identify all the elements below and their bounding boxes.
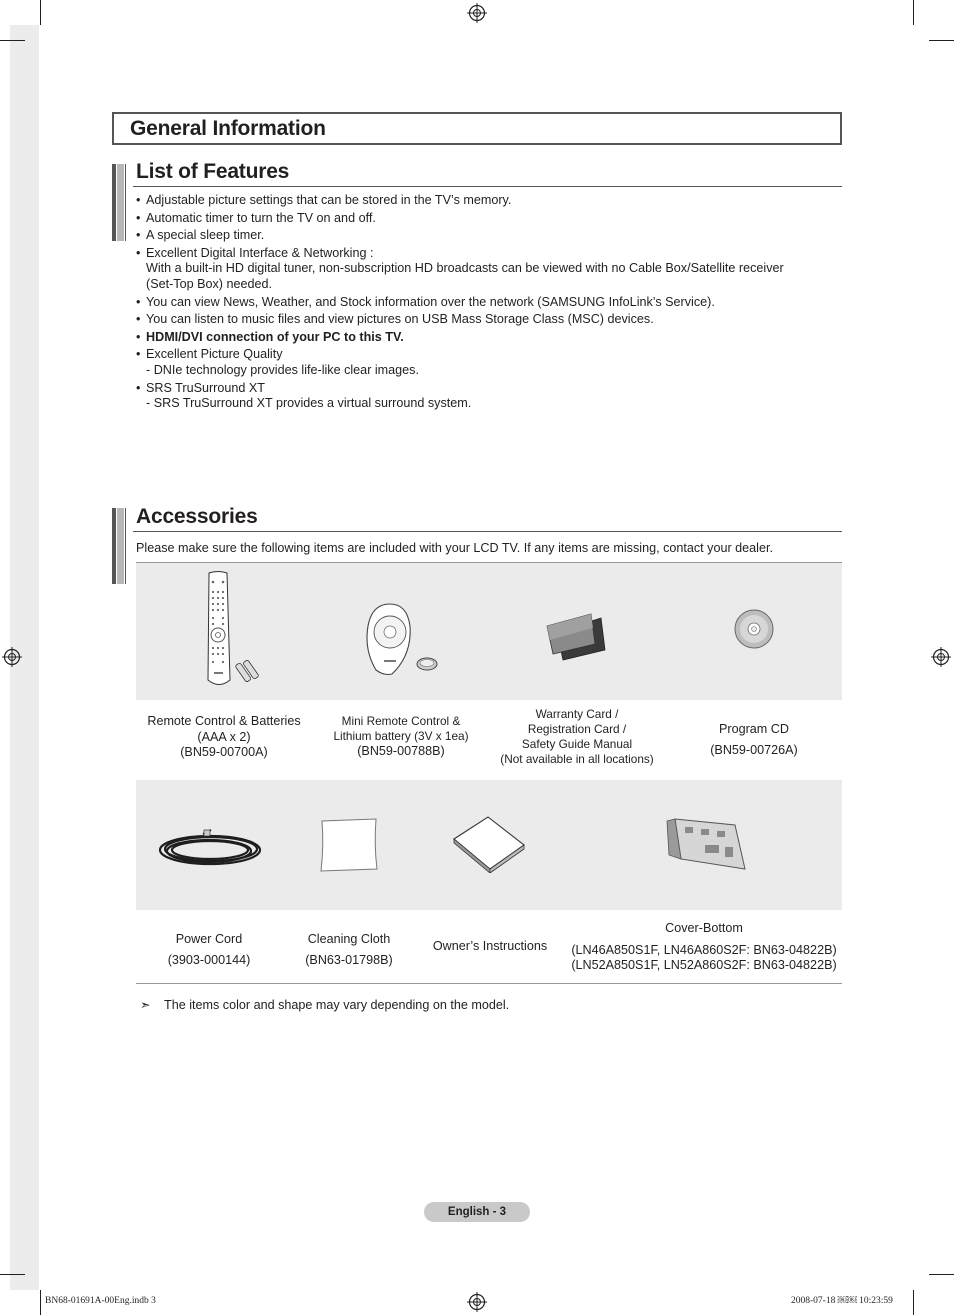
crop-mark — [0, 1274, 25, 1275]
accessory-caption: Cover-Bottom (LN46A850S1F, LN46A860S2F: BN63-04822B) (LN52A850S1F, LN52A860S2F: BN63-04822B) — [571, 921, 837, 972]
crop-mark — [929, 40, 954, 41]
list-item: • You can view News, Weather, and Stock information over the network (SAMSUNG InfoLink’s Service). — [136, 295, 836, 311]
warranty-card-icon — [545, 610, 607, 662]
section-marker — [125, 508, 126, 584]
note-arrow-icon: ➣ — [140, 998, 151, 1012]
footer-timestamp: 2008-07-18 ￼￼ 10:23:59 — [791, 1296, 893, 1306]
section-rule — [133, 531, 842, 532]
accessory-caption: Owner’s Instructions — [432, 939, 548, 953]
accessory-caption: Program CD (BN59-00726A) — [710, 722, 798, 757]
registration-mark-icon — [2, 647, 22, 667]
features-title: List of Features — [136, 160, 290, 183]
accessory-caption: Cleaning Cloth (BN63-01798B) — [305, 932, 393, 967]
list-item: • Automatic timer to turn the TV on and off. — [136, 211, 836, 227]
list-item: • Adjustable picture settings that can be stored in the TV’s memory. — [136, 193, 836, 209]
section-marker — [112, 164, 116, 241]
chapter-title: General Information — [130, 117, 326, 140]
list-item: • You can listen to music files and view pictures on USB Mass Storage Class (MSC) devices. — [136, 312, 836, 328]
accessories-title: Accessories — [136, 505, 258, 528]
crop-mark — [40, 0, 41, 25]
registration-mark-icon — [467, 3, 487, 23]
list-item: • Excellent Picture Quality - DNIe technology provides life-like clear images. — [136, 347, 836, 378]
crop-mark — [913, 1290, 914, 1315]
features-list — [136, 193, 836, 414]
list-item: • SRS TruSurround XT - SRS TruSurround XT provides a virtual surround system. — [136, 381, 836, 412]
power-cord-icon — [155, 828, 265, 870]
crop-mark — [913, 0, 914, 25]
cover-bottom-icon — [665, 815, 751, 873]
list-item: • A special sleep timer. — [136, 228, 836, 244]
registration-mark-icon — [467, 1292, 487, 1312]
footer-file: BN68-01691A-00Eng.indb 3 — [45, 1296, 156, 1306]
accessory-caption: Mini Remote Control & Lithium battery (3V x 1ea) (BN59-00788B) — [333, 714, 469, 758]
chapter-header — [112, 112, 842, 145]
accessories-intro: Please make sure the following items are included with your LCD TV. If any items are missing, contact your dealer. — [136, 541, 773, 555]
note: ➣ The items color and shape may vary depending on the model. — [140, 998, 510, 1012]
section-marker — [117, 164, 124, 241]
list-item: • Excellent Digital Interface & Networking : With a built-in HD digital tuner, non-subscription HD broadcasts can be viewed with no Cable Box/Satellite receiver (Set-Top Box) needed. — [136, 246, 836, 293]
page-number: English - 3 — [424, 1202, 530, 1222]
program-cd-icon — [733, 608, 775, 650]
section-marker — [125, 164, 126, 241]
crop-mark — [929, 1274, 954, 1275]
registration-mark-icon — [931, 647, 951, 667]
mini-remote-icon — [362, 600, 442, 680]
accessory-caption: Warranty Card / Registration Card / Safety Guide Manual (Not available in all locations) — [500, 707, 654, 766]
section-rule — [133, 186, 842, 187]
crop-mark — [0, 40, 25, 41]
crop-mark — [40, 1290, 41, 1315]
cleaning-cloth-icon — [318, 817, 380, 873]
list-item: • HDMI/DVI connection of your PC to this TV. — [136, 330, 836, 346]
section-marker — [117, 508, 124, 584]
accessory-caption: Power Cord (3903-000144) — [167, 932, 251, 967]
section-marker — [112, 508, 116, 584]
table-rule — [136, 983, 842, 984]
accessory-caption: Remote Control & Batteries (AAA x 2) (BN59-00700A) — [147, 714, 301, 759]
remote-control-icon — [195, 570, 265, 692]
owners-instructions-icon — [450, 815, 528, 873]
